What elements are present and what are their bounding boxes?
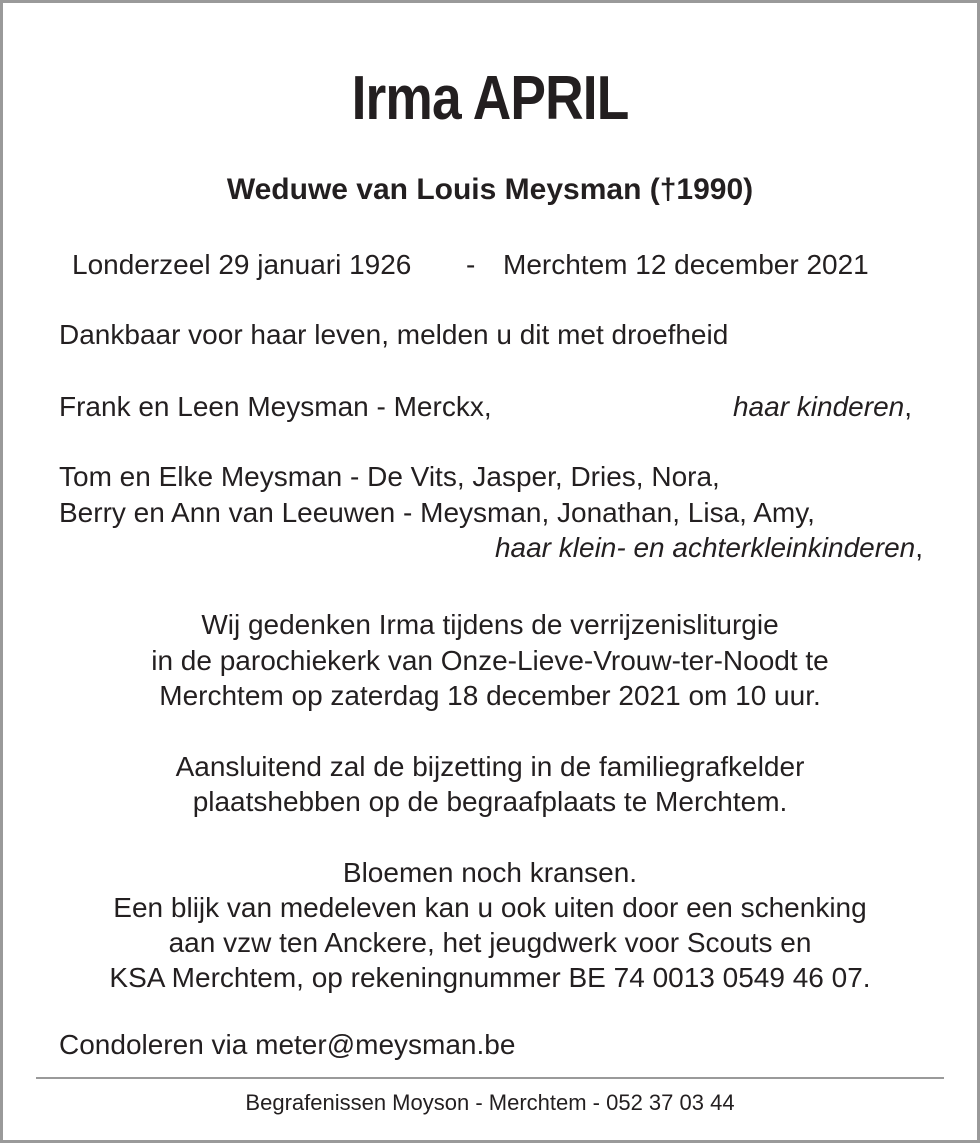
grandchildren-role <box>495 531 923 565</box>
service-line-3: Merchtem op zaterdag 18 december 2021 om 10 uur. <box>159 680 821 711</box>
children-role <box>733 390 912 424</box>
grandchildren-line-1: Tom en Elke Meysman - De Vits, Jasper, Dries, Nora, <box>59 461 720 492</box>
flowers-line-4: KSA Merchtem, op rekeningnummer BE 74 0013 0549 46 07. <box>109 962 871 993</box>
grandchildren-role-comma: , <box>915 532 923 563</box>
funeral-home-footer: Begrafenissen Moyson - Merchtem - 052 37 03 44 <box>245 1090 735 1115</box>
death-place-date: Merchtem 12 december 2021 <box>503 249 869 280</box>
birth-place-date: Londerzeel 29 januari 1926 <box>72 249 412 280</box>
burial-line-2: plaatshebben op de begraafplaats te Merchtem. <box>192 786 788 817</box>
intro-text: Dankbaar voor haar leven, melden u dit met droefheid <box>59 319 729 350</box>
deceased-name: Irma APRIL <box>351 64 629 133</box>
flowers-line-2: Een blijk van medeleven kan u ook uiten door een schenking <box>113 892 867 923</box>
condolences-line: Condoleren via meter@meysman.be <box>59 1029 516 1060</box>
burial-line-1: Aansluitend zal de bijzetting in de familiegrafkelder <box>175 751 805 782</box>
dates-separator: - <box>466 249 476 280</box>
children-role-text: haar kinderen <box>732 391 905 422</box>
service-line-1: Wij gedenken Irma tijdens de verrijzenisliturgie <box>201 609 779 640</box>
grandchildren-line-2: Berry en Ann van Leeuwen - Meysman, Jonathan, Lisa, Amy, <box>59 497 815 528</box>
widow-of-line: Weduwe van Louis Meysman (†1990) <box>226 173 754 206</box>
grandchildren-role-text: haar klein- en achterkleinkinderen <box>494 532 916 563</box>
flowers-line-1: Bloemen noch kransen. <box>342 857 638 888</box>
children-names: Frank en Leen Meysman - Merckx, <box>59 391 492 422</box>
service-line-2: in de parochiekerk van Onze-Lieve-Vrouw-ter-Noodt te <box>151 645 829 676</box>
flowers-line-3: aan vzw ten Anckere, het jeugdwerk voor Scouts en <box>168 927 812 958</box>
footer-divider <box>36 1077 944 1079</box>
children-role-comma: , <box>904 391 912 422</box>
